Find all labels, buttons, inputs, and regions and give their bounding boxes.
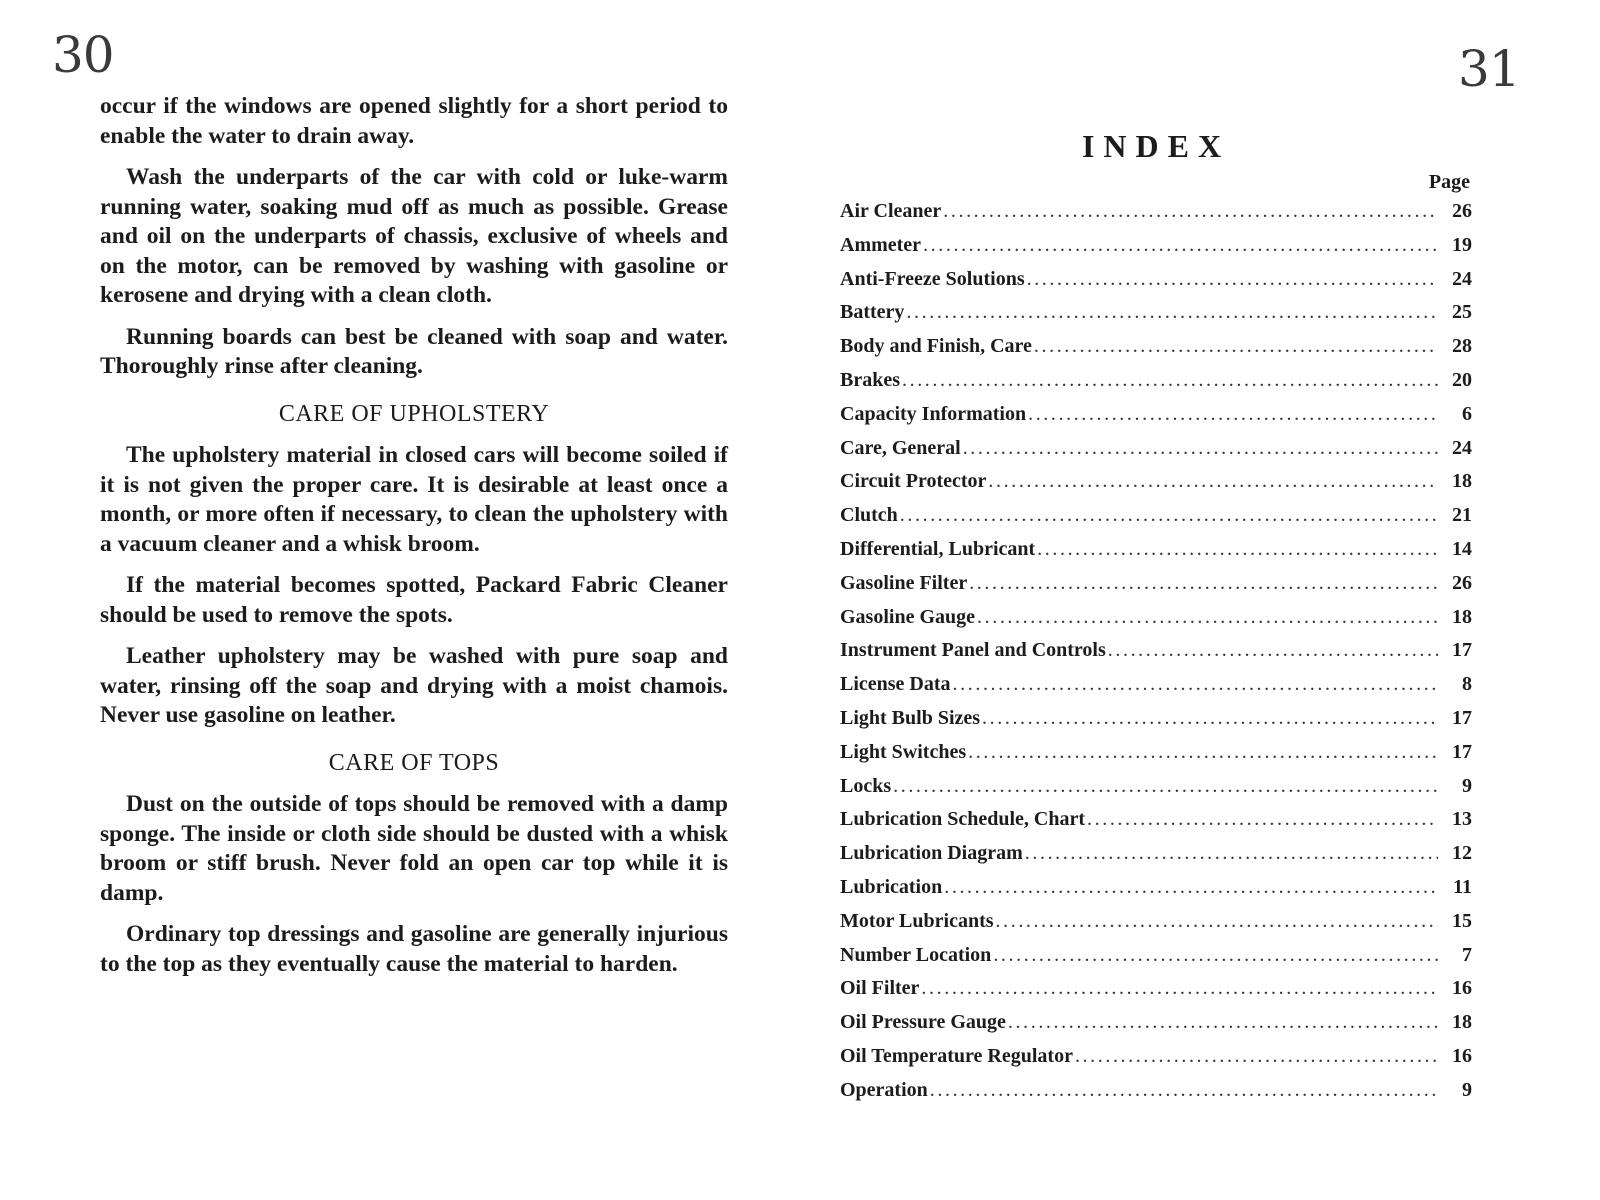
dot-leader — [1075, 1045, 1438, 1068]
dot-leader — [943, 200, 1438, 223]
index-entry — [840, 335, 1472, 369]
index-entry — [840, 268, 1472, 302]
paragraph: Running boards can best be cleaned with soap and water. Thoroughly rinse after cleaning. — [100, 323, 728, 379]
index-entry — [840, 437, 1472, 471]
index-entry — [840, 673, 1472, 707]
index-entry — [840, 1045, 1472, 1079]
index-entry — [840, 1011, 1472, 1045]
index-entry-name: Oil Filter — [840, 977, 920, 1000]
index-entry-name: Oil Temperature Regulator — [840, 1044, 1073, 1067]
index-entry-page: 11 — [1453, 875, 1472, 898]
dot-leader — [906, 301, 1438, 324]
index-entry-name: Circuit Protector — [840, 470, 987, 493]
page-number-right: 31 — [1458, 40, 1520, 98]
index-entry-name: Clutch — [840, 504, 898, 527]
dot-leader — [1087, 808, 1438, 831]
index-entry — [840, 1079, 1472, 1113]
index-entry — [840, 470, 1472, 504]
index-entry — [840, 504, 1472, 538]
dot-leader — [1027, 268, 1438, 291]
index-entry-page: 9 — [1462, 774, 1472, 797]
index-entry — [840, 977, 1472, 1011]
index-entry-page: 15 — [1452, 909, 1472, 932]
dot-leader — [1108, 639, 1438, 662]
index-entry-page: 20 — [1452, 368, 1472, 391]
index-entry-page: 12 — [1452, 842, 1472, 865]
dot-leader — [1028, 403, 1438, 426]
index-entry — [840, 707, 1472, 741]
paragraph: The upholstery material in closed cars will become soiled if it is not given the proper care. It is desirable at least once a month, or more often if necessary, to clean the upholstery with a vacuum cleaner and a whisk broom. — [100, 442, 728, 557]
dot-leader — [988, 470, 1438, 493]
index-entry — [840, 876, 1472, 910]
index-entry-page: 18 — [1452, 1011, 1472, 1034]
index-entry-name: Air Cleaner — [840, 200, 942, 222]
index-entry — [840, 639, 1472, 673]
dot-leader — [1025, 842, 1438, 865]
index-entry — [840, 538, 1472, 572]
index-entry-page: 16 — [1452, 977, 1472, 1000]
index-entry-name: Ammeter — [840, 233, 922, 256]
index-entry — [840, 403, 1472, 437]
paragraph: Ordinary top dressings and gasoline are generally injurious to the top as they eventually cause the material to harden. — [100, 921, 728, 977]
index-entry — [840, 741, 1472, 775]
index-entry-name: Lubrication Diagram — [840, 842, 1023, 865]
paragraph: Leather upholstery may be washed with pure soap and water, rinsing off the soap and drying with a moist chamois. Never use gasoline on leather. — [100, 643, 728, 728]
index-entry — [840, 910, 1472, 944]
index-entry-name: Motor Lubricants — [840, 909, 994, 932]
dot-leader — [944, 876, 1438, 899]
paragraph: occur if the windows are opened slightly for a short period to enable the water to drain away. — [100, 93, 728, 149]
index-title: INDEX — [1081, 128, 1231, 164]
index-entry-name: Locks — [840, 774, 892, 797]
dot-leader — [1037, 538, 1438, 561]
index-entry-page: 21 — [1452, 504, 1472, 527]
index-entry-page: 14 — [1452, 537, 1472, 560]
index-entry-name: Number Location — [840, 943, 992, 966]
index-entry-page: 17 — [1452, 706, 1472, 729]
dot-leader — [969, 572, 1438, 595]
index-entry-name: Lubrication Schedule, Chart — [840, 808, 1086, 831]
dot-leader — [982, 707, 1438, 730]
index-entry-name: Battery — [840, 301, 905, 324]
index-entry-page: 26 — [1452, 200, 1472, 222]
dot-leader — [930, 1079, 1438, 1102]
dot-leader — [900, 504, 1438, 527]
index-entry — [840, 572, 1472, 606]
index-entry-name: Body and Finish, Care — [840, 335, 1032, 358]
index-entry-page: 24 — [1452, 436, 1472, 459]
index-list — [840, 200, 1472, 1113]
paragraph: If the material becomes spotted, Packard Fabric Cleaner should be used to remove the spots. — [100, 572, 728, 628]
index-entry-page: 9 — [1462, 1078, 1472, 1101]
index-entry-page: 6 — [1462, 402, 1472, 425]
index-entry-name: Differential, Lubricant — [840, 537, 1036, 560]
index-entry-name: License Data — [840, 673, 951, 696]
index-entry — [840, 775, 1472, 809]
index-entry-name: Operation — [840, 1078, 928, 1101]
index-entry-page: 17 — [1452, 740, 1472, 763]
index-entry — [840, 200, 1472, 234]
index-entry-page: 25 — [1452, 301, 1472, 324]
paragraph: Wash the underparts of the car with cold or luke-warm running water, soaking mud off as much as possible. Grease and oil on the underparts of chassis, exclusive of wheels and on the motor, can be removed by washing with gasoline or kerosene and drying with a clean cloth. — [100, 164, 728, 308]
dot-leader — [993, 944, 1438, 967]
page-number-left: 30 — [52, 26, 114, 84]
index-entry-name: Light Bulb Sizes — [840, 706, 981, 729]
paragraph: Dust on the outside of tops should be removed with a damp sponge. The inside or cloth side should be dusted with a whisk broom or stiff brush. Never fold an open car top while it is damp. — [100, 791, 728, 906]
index-entry-page: 24 — [1452, 267, 1472, 290]
dot-leader — [963, 437, 1438, 460]
section-heading-upholstery: CARE OF UPHOLSTERY — [278, 400, 550, 427]
index-section — [840, 128, 1472, 1113]
index-entry-page: 17 — [1452, 639, 1472, 662]
dot-leader — [996, 910, 1438, 933]
section-heading-tops: CARE OF TOPS — [328, 749, 500, 776]
index-entry-page: 19 — [1452, 233, 1472, 256]
index-entry-page: 18 — [1452, 605, 1472, 628]
index-entry-name: Oil Pressure Gauge — [840, 1011, 1006, 1034]
left-page-body — [100, 92, 728, 991]
dot-leader — [893, 775, 1438, 798]
dot-leader — [953, 673, 1438, 696]
index-entry — [840, 369, 1472, 403]
index-entry — [840, 808, 1472, 842]
index-entry-page: 16 — [1452, 1044, 1472, 1067]
dot-leader — [1034, 335, 1438, 358]
page-column-header: Page — [1428, 171, 1470, 193]
index-entry-page: 13 — [1452, 808, 1472, 831]
index-entry — [840, 606, 1472, 640]
index-entry-name: Anti-Freeze Solutions — [840, 267, 1025, 290]
index-entry — [840, 842, 1472, 876]
index-entry-name: Gasoline Gauge — [840, 605, 976, 628]
index-entry-page: 8 — [1462, 673, 1472, 696]
dot-leader — [902, 369, 1438, 392]
dot-leader — [968, 741, 1438, 764]
dot-leader — [923, 234, 1438, 257]
index-entry-name: Care, General — [840, 436, 961, 459]
index-entry-page: 18 — [1452, 470, 1472, 493]
dot-leader — [921, 977, 1438, 1000]
index-entry-page: 28 — [1452, 335, 1472, 358]
index-entry — [840, 944, 1472, 978]
index-entry — [840, 234, 1472, 268]
index-entry-name: Lubrication — [840, 875, 943, 898]
index-entry-name: Capacity Information — [840, 402, 1027, 425]
index-entry-name: Brakes — [840, 368, 900, 391]
index-entry-page: 26 — [1452, 571, 1472, 594]
dot-leader — [977, 606, 1438, 629]
index-entry-name: Gasoline Filter — [840, 571, 968, 594]
index-entry-name: Instrument Panel and Controls — [840, 639, 1106, 662]
index-entry-name: Light Switches — [840, 740, 967, 763]
index-entry — [840, 301, 1472, 335]
index-entry-page: 7 — [1462, 943, 1472, 966]
dot-leader — [1008, 1011, 1438, 1034]
